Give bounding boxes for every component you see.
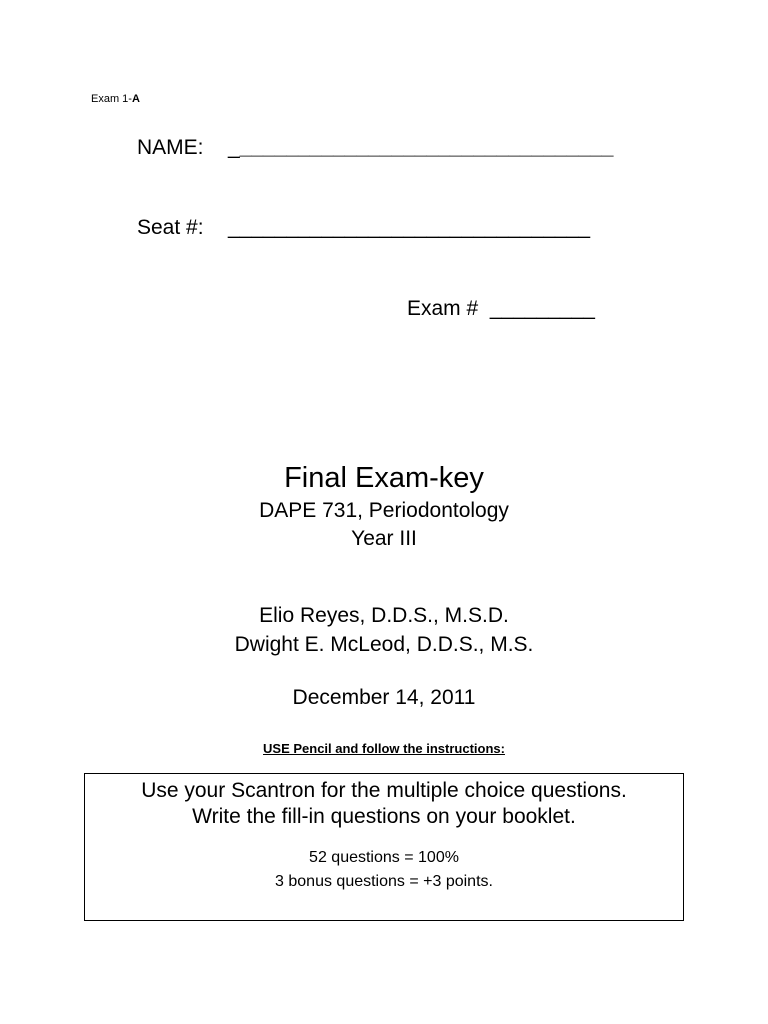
exam-title: Final Exam-key (284, 462, 484, 494)
seat-label: Seat #: (137, 216, 204, 239)
name-line: ________________________________ (239, 136, 614, 159)
course-year: Year III (351, 527, 417, 550)
name-line-lead: _ (228, 136, 240, 159)
instruction-scantron: Use your Scantron for the multiple choice questions. (141, 779, 627, 802)
exam-date: December 14, 2011 (292, 686, 476, 709)
question-count: 52 questions = 100% (309, 849, 459, 866)
instructions-heading: USE Pencil and follow the instructions: (263, 741, 505, 756)
exam-version-label (91, 93, 140, 105)
author-1: Elio Reyes, D.D.S., M.S.D. (259, 604, 509, 627)
bonus-count: 3 bonus questions = +3 points. (275, 873, 493, 890)
name-label: NAME: (137, 136, 204, 159)
instruction-fill-in: Write the fill-in questions on your booklet. (192, 805, 576, 828)
author-2: Dwight E. McLeod, D.D.S., M.S. (234, 633, 534, 656)
exam-number-field[interactable]: _________ (489, 297, 595, 320)
seat-field[interactable]: _______________________________ (228, 216, 591, 239)
exam-number-label: Exam # (407, 297, 479, 320)
exam-number-row (407, 297, 595, 321)
name-field[interactable] (228, 136, 613, 160)
exam-version-prefix: Exam 1- (91, 93, 132, 105)
exam-version-letter: A (131, 93, 140, 105)
course-name: DAPE 731, Periodontology (259, 499, 509, 522)
instructions-box (84, 773, 684, 921)
